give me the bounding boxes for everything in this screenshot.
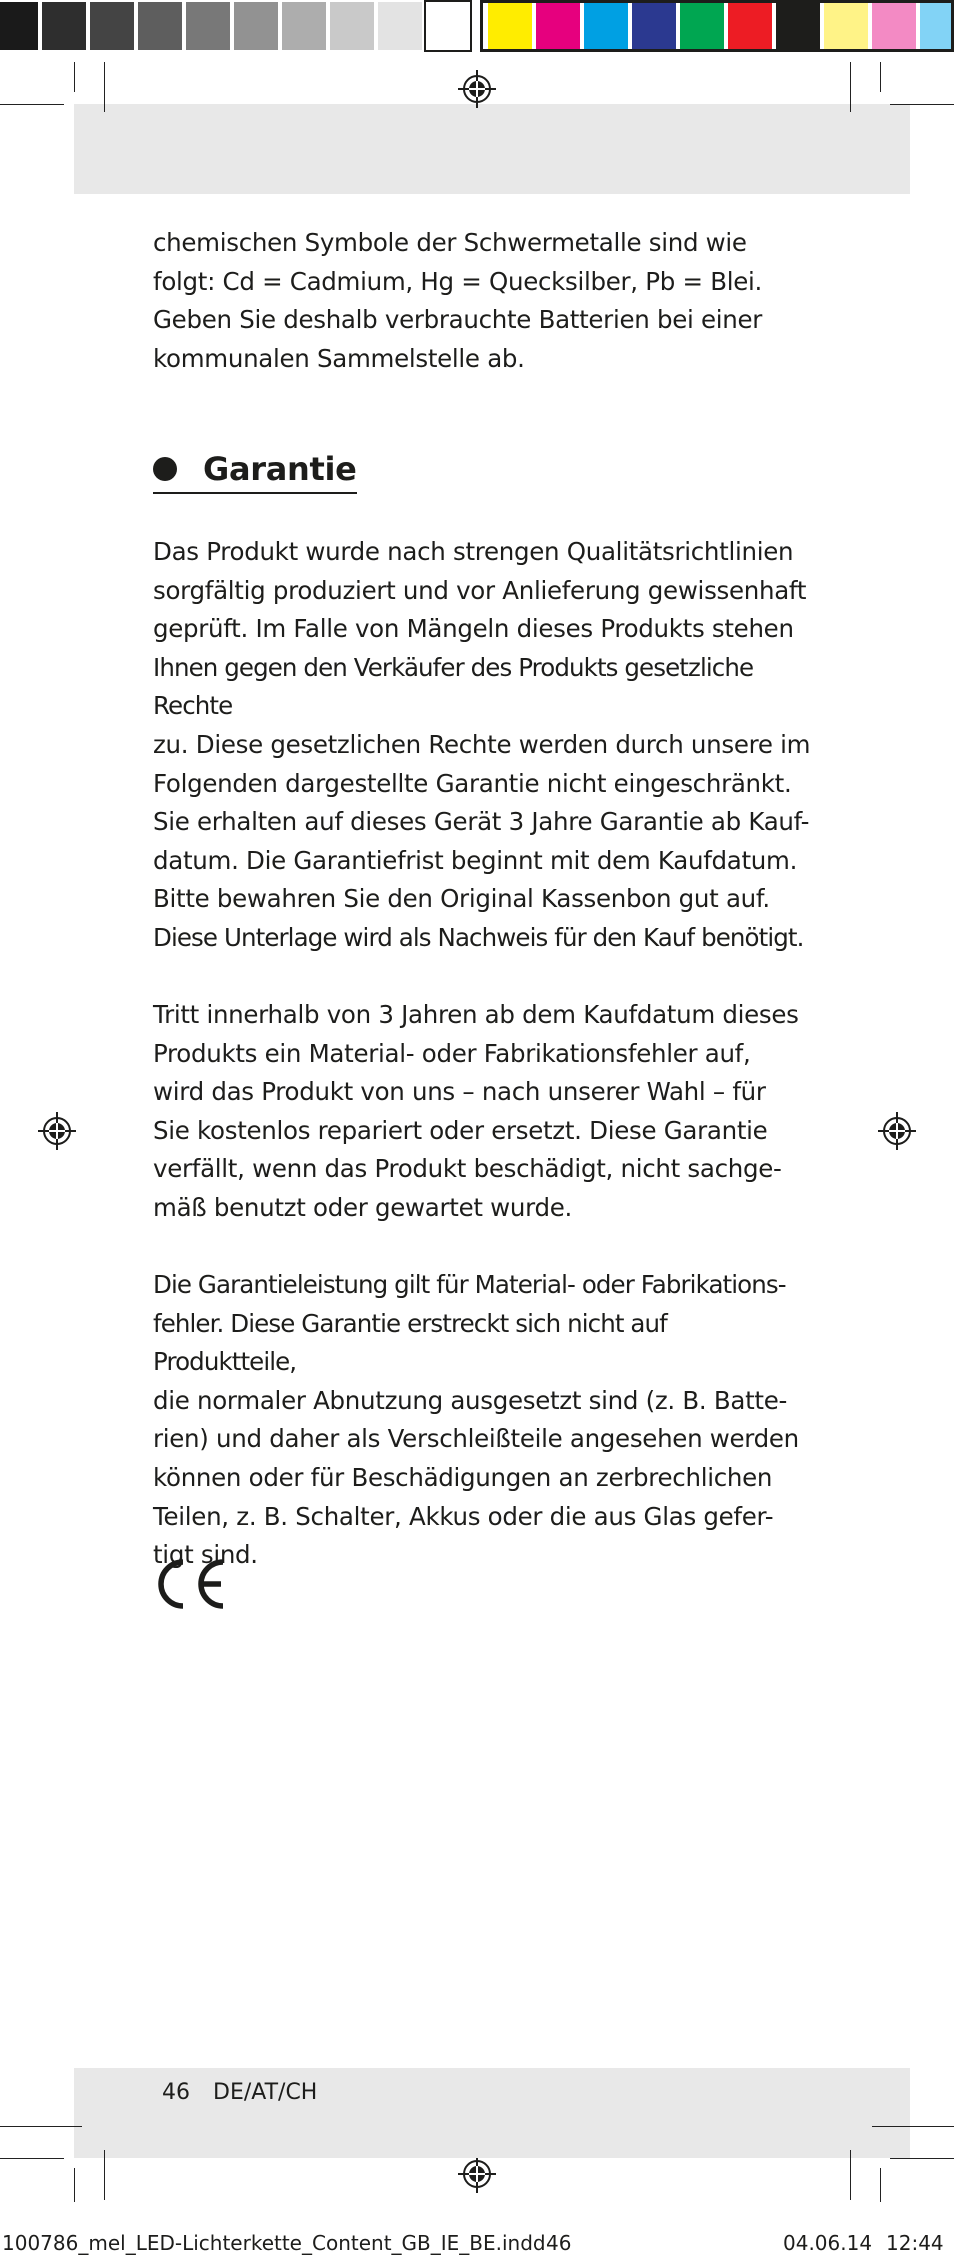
color-swatch xyxy=(40,0,88,52)
crop-mark xyxy=(74,62,75,92)
slug-filename: 100786_mel_LED-Lichterkette_Content_GB_IE_BE.indd xyxy=(2,2231,546,2255)
color-swatch xyxy=(184,0,232,52)
paragraph-line: datum. Die Garantiefrist beginnt mit dem Kaufdatum. xyxy=(153,845,798,875)
registration-mark-icon xyxy=(456,2153,498,2195)
paragraph-line: mäß benutzt oder gewartet wurde. xyxy=(153,1192,572,1222)
crop-mark xyxy=(104,62,105,112)
paragraph-line: können oder für Beschädigungen an zerbrechlichen xyxy=(153,1462,773,1492)
paragraph-line: sorgfältig produziert und vor Anlieferung gewissenhaft xyxy=(153,575,807,605)
paragraph-line: Sie kostenlos repariert oder ersetzt. Diese Garantie xyxy=(153,1115,768,1145)
crop-mark xyxy=(890,104,954,105)
intro-line: Geben Sie deshalb verbrauchte Batterien bei einer xyxy=(153,305,763,335)
paragraph-line: Teilen, z. B. Schalter, Akkus oder die aus Glas gefer- xyxy=(153,1501,774,1531)
paragraph-line: wird das Produkt von uns – nach unserer Wahl – für xyxy=(153,1077,766,1107)
crop-mark xyxy=(880,62,881,92)
color-swatch xyxy=(424,0,472,52)
color-bar-border xyxy=(480,0,954,52)
bullet-icon xyxy=(153,457,177,481)
paragraph-line: zu. Diese gesetzlichen Rechte werden durch unsere im xyxy=(153,729,811,759)
crop-mark xyxy=(880,2168,881,2202)
color-swatch xyxy=(232,0,280,52)
intro-text xyxy=(153,224,813,378)
crop-mark xyxy=(104,2150,105,2200)
header-band xyxy=(74,104,910,194)
page-number: 46 xyxy=(162,2080,190,2105)
crop-mark xyxy=(0,104,64,105)
crop-mark xyxy=(850,62,851,112)
paragraph-line: geprüft. Im Falle von Mängeln dieses Produkts stehen xyxy=(153,614,794,644)
paragraph-line: rien) und daher als Verschleißteile angesehen werden xyxy=(153,1424,799,1454)
paragraph-line: Produkts ein Material- oder Fabrikationsfehler auf, xyxy=(153,1038,751,1068)
color-swatch xyxy=(0,0,40,52)
paragraph-line: fehler. Diese Garantie erstreckt sich nicht auf Produktteile, xyxy=(153,1308,667,1377)
color-swatch xyxy=(328,0,376,52)
paragraph-line: die normaler Abnutzung ausgesetzt sind (z. B. Batte- xyxy=(153,1385,788,1415)
color-swatch xyxy=(136,0,184,52)
crop-mark xyxy=(850,2150,851,2200)
registration-mark-icon xyxy=(876,1110,918,1152)
crop-mark xyxy=(0,2126,82,2127)
paragraph-line: Die Garantieleistung gilt für Material- oder Fabrikations- xyxy=(153,1270,786,1299)
crop-mark xyxy=(890,2158,954,2159)
paragraph-line: Ihnen gegen den Verkäufer des Produkts gesetzliche Rechte xyxy=(153,652,754,721)
section-title: Garantie xyxy=(203,450,357,488)
paragraph xyxy=(153,1266,813,1575)
slug-page: 46 xyxy=(546,2231,572,2255)
footer-band xyxy=(74,2068,910,2158)
crop-mark xyxy=(872,2126,954,2127)
color-control-bar xyxy=(0,0,954,52)
slug-time: 12:44 xyxy=(886,2231,944,2255)
ce-mark-icon xyxy=(153,1558,225,1610)
locale-label: DE/AT/CH xyxy=(213,2080,318,2105)
color-swatch xyxy=(376,0,424,52)
paragraph-line: tigt sind. xyxy=(153,1540,258,1570)
crop-mark xyxy=(0,2158,64,2159)
section-heading xyxy=(153,450,357,494)
intro-line: kommunalen Sammelstelle ab. xyxy=(153,343,525,373)
paragraph-line: Sie erhalten auf dieses Gerät 3 Jahre Garantie ab Kauf- xyxy=(153,807,810,836)
paragraph-line: Diese Unterlage wird als Nachweis für den Kauf benötigt. xyxy=(153,922,804,952)
intro-line: chemischen Symbole der Schwermetalle sind wie xyxy=(153,228,747,257)
paragraph-line: Das Produkt wurde nach strengen Qualitätsrichtlinien xyxy=(153,537,794,566)
paragraph-line: verfällt, wenn das Produkt beschädigt, nicht sachge- xyxy=(153,1154,782,1184)
intro-line: folgt: Cd = Cadmium, Hg = Quecksilber, Pb = Blei. xyxy=(153,266,762,296)
registration-mark-icon xyxy=(456,68,498,110)
paragraph-line: Folgenden dargestellte Garantie nicht eingeschränkt. xyxy=(153,768,792,798)
paragraph-line: Tritt innerhalb von 3 Jahren ab dem Kaufdatum dieses xyxy=(153,1000,799,1029)
crop-mark xyxy=(74,2168,75,2202)
color-swatch xyxy=(88,0,136,52)
paragraph xyxy=(153,803,813,957)
paragraph xyxy=(153,996,813,1228)
color-swatch xyxy=(280,0,328,52)
slug-date: 04.06.14 xyxy=(783,2231,873,2255)
paragraph xyxy=(153,533,813,803)
paragraph-line: Bitte bewahren Sie den Original Kassenbon gut auf. xyxy=(153,884,770,914)
registration-mark-icon xyxy=(36,1110,78,1152)
